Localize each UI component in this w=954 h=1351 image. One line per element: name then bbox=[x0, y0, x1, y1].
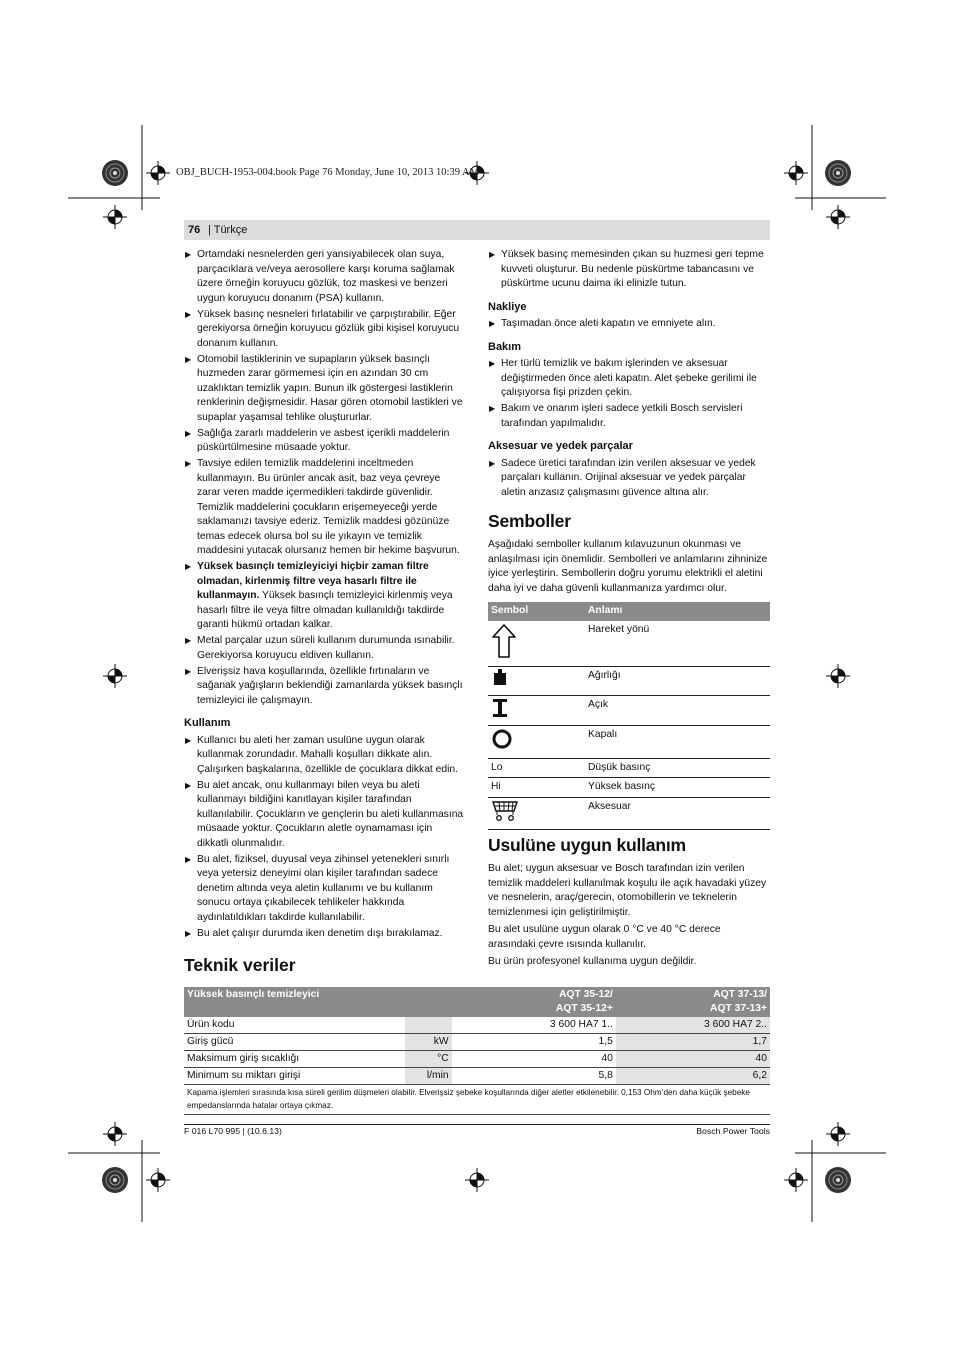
usulune-paragraph: Bu ürün profesyonel kullanıma uygun değildir. bbox=[488, 956, 697, 967]
bullet-item bbox=[184, 665, 466, 709]
bullet-text: Sadece üretici tarafından izin verilen aksesuar ve yedek parçaları kullanın. Orijinal aksesuar ve yedek parçalar aletin arızasız çalışmasını güvence altına alır. bbox=[501, 457, 756, 498]
model1-line1: AQT 35-12/ bbox=[559, 989, 613, 1000]
right-column bbox=[488, 248, 770, 973]
bakim-bullet-list bbox=[488, 357, 770, 431]
tech-header-model1 bbox=[452, 987, 616, 1017]
power-on-icon bbox=[491, 698, 509, 718]
tech-label: Minimum su miktarı girişi bbox=[184, 1068, 405, 1085]
bullet-triangle-icon: ▶ bbox=[185, 854, 192, 864]
tech-unit: °C bbox=[405, 1051, 452, 1068]
symbol-cell bbox=[488, 797, 585, 830]
accessory-cart-icon bbox=[491, 800, 519, 822]
tech-note-row bbox=[184, 1085, 770, 1115]
kullanim-bullet-list bbox=[184, 734, 466, 942]
bullet-triangle-icon: ▶ bbox=[185, 735, 192, 745]
bullet-text: Her türlü temizlik ve bakım işlerinden ve aksesuar değiştirmeden önce aleti kapatın. Alet şebeke gerilimi ile çalışıyorsa fişi prizden çekin. bbox=[501, 358, 757, 398]
tech-value-model2: 1,7 bbox=[616, 1034, 770, 1051]
bullet-text: Bu alet ancak, onu kullanmayı bilen veya bu aleti kullanmayı bildiğini kanıtlayan kişiler tarafından kullanılabilir. Çocukların ve gençlerin bu aleti kullanmasına müsaade yoktur. Çocukların aletle oynamaması için dikkatli olunmalıdır. bbox=[197, 779, 464, 849]
semboller-intro: Aşağıdaki semboller kullanım kılavuzunun okunması ve anlaşılması için önemlidir. Sembolleri ve anlamlarını zihninize iyice yerleştirin. Sembollerin doğru yorumu elektrikli el aletini daha iyi ve daha güvenli kullanmanıza yardımcı olur. bbox=[488, 539, 768, 594]
bullet-text: Metal parçalar uzun süreli kullanım durumunda ısınabilir. Gerekiyorsa koruyucu eldiven kullanın. bbox=[197, 635, 455, 661]
model2-line1: AQT 37-13/ bbox=[713, 989, 767, 1000]
tech-label: Maksimum giriş sıcaklığı bbox=[184, 1051, 405, 1068]
bullet-text: Sağlığa zararlı maddelerin ve asbest içerikli maddelerin püskürtülmesine müsaade yoktur. bbox=[197, 427, 450, 453]
symbol-meaning: Açık bbox=[585, 695, 770, 726]
tech-unit: l/min bbox=[405, 1068, 452, 1085]
print-slug: OBJ_BUCH-1953-004.book Page 76 Monday, June 10, 2013 10:39 AM bbox=[176, 167, 479, 178]
bullet-item bbox=[184, 779, 466, 852]
weight-icon bbox=[491, 669, 509, 687]
bullet-item bbox=[184, 457, 466, 559]
bullet-triangle-icon: ▶ bbox=[489, 359, 496, 368]
footer-doc-code: F 016 L70 995 | (10.6.13) bbox=[184, 1126, 282, 1136]
bullet-item bbox=[184, 308, 466, 352]
nakliye-bullet-list bbox=[488, 317, 770, 332]
bullet-item bbox=[488, 317, 770, 332]
bullet-item bbox=[184, 248, 466, 306]
tech-unit bbox=[405, 1017, 452, 1034]
tech-header-label: Yüksek basınçlı temizleyici bbox=[184, 987, 452, 1017]
bullet-text: Elverişsiz hava koşullarında, özellikle fırtınaların ve sağanak yağışların beklendiği zamanlarda yüksek basınçlı temizleyici ile çalışmayın. bbox=[197, 665, 463, 706]
symbol-cell bbox=[488, 667, 585, 696]
bullet-item bbox=[488, 248, 770, 292]
bullet-triangle-icon: ▶ bbox=[489, 404, 496, 413]
bullet-triangle-icon: ▶ bbox=[185, 309, 192, 319]
symbols-header-symbol: Sembol bbox=[488, 602, 585, 621]
tech-row bbox=[184, 1068, 770, 1085]
tech-value-model1: 5,8 bbox=[452, 1068, 616, 1085]
tech-unit: kW bbox=[405, 1034, 452, 1051]
bakim-heading: Bakım bbox=[488, 340, 522, 353]
bullet-triangle-icon: ▶ bbox=[185, 636, 192, 645]
bullet-triangle-icon: ▶ bbox=[185, 250, 192, 259]
footer-brand: Bosch Power Tools bbox=[696, 1126, 770, 1136]
model2-line2: AQT 37-13+ bbox=[710, 1003, 767, 1014]
symbol-row bbox=[488, 667, 770, 696]
bullet-text: Yüksek basınç memesinden çıkan su huzmesi geri tepme kuvveti oluşturur. Bu nedenle püskürtme tabancasını ve püskürtme ucunu daima iki elinizle tutun. bbox=[501, 249, 764, 289]
bullet-text: Bakım ve onarım işleri sadece yetkili Bosch servisleri tarafından yapılmalıdır. bbox=[501, 403, 743, 429]
bullet-item bbox=[184, 560, 466, 633]
bullet-item bbox=[488, 457, 770, 501]
tech-row bbox=[184, 1034, 770, 1051]
tech-value-model1: 1,5 bbox=[452, 1034, 616, 1051]
symbol-meaning: Hareket yönü bbox=[585, 621, 770, 667]
tech-value-model2: 3 600 HA7 2.. bbox=[616, 1017, 770, 1034]
spray-bullet-list bbox=[488, 248, 770, 292]
symbol-cell bbox=[488, 695, 585, 726]
symbols-table bbox=[488, 602, 770, 830]
symbols-header-meaning: Anlamı bbox=[585, 602, 770, 621]
bullet-text: Yüksek basınç nesneleri fırlatabilir ve çarpıştırabilir. Eğer gerekiyorsa örneğin koruyucu gözlük gibi kişisel koruyucu donanım kullanın. bbox=[197, 308, 460, 349]
kullanim-heading: Kullanım bbox=[184, 717, 231, 729]
model1-line2: AQT 35-12+ bbox=[555, 1003, 613, 1014]
symbol-cell bbox=[488, 621, 585, 667]
bullet-item bbox=[184, 353, 466, 426]
power-off-icon bbox=[491, 728, 513, 750]
tech-label: Giriş gücü bbox=[184, 1034, 405, 1051]
safety-bullet-list bbox=[184, 248, 466, 708]
symbol-row bbox=[488, 778, 770, 798]
bullet-triangle-icon: ▶ bbox=[185, 354, 192, 364]
tech-data-table bbox=[184, 987, 770, 1115]
bullet-item bbox=[184, 634, 466, 663]
language-label: Türkçe bbox=[213, 224, 248, 236]
aksesuar-bullet-list bbox=[488, 457, 770, 501]
bullet-item bbox=[184, 734, 466, 778]
nakliye-heading: Nakliye bbox=[488, 300, 527, 313]
bullet-item bbox=[184, 853, 466, 926]
bullet-triangle-icon: ▶ bbox=[489, 458, 496, 468]
header-language: | Türkçe bbox=[208, 224, 248, 236]
symbol-row bbox=[488, 758, 770, 778]
bullet-text: Kullanıcı bu aleti her zaman usulüne uygun olarak kullanmak zorundadır. Mahalli koşulları dikkate alın. Çalışırken başkalarına, özellikle de çocuklara dikkat edin. bbox=[197, 734, 458, 775]
usulune-paragraph: Bu alet usulüne uygun olarak 0 °C ve 40 °C derece arasındaki çevre ısısında kullanılır. bbox=[488, 924, 721, 950]
bullet-text: Bu alet, fiziksel, duyusal veya zihinsel yetenekleri sınırlı veya yetersiz deneyimi olan kişiler tarafından sadece denetim altında veya aletin kullanımı ve bu kullanım sonucu ortaya çıkabilecek tehlikeler hakkında aydınlatıldıkları takdirde kullanılabilir. bbox=[197, 853, 450, 923]
bullet-triangle-icon: ▶ bbox=[185, 459, 192, 468]
bullet-triangle-icon: ▶ bbox=[185, 780, 192, 790]
bullet-triangle-icon: ▶ bbox=[489, 250, 496, 259]
tech-row bbox=[184, 1017, 770, 1034]
bullet-text: Yüksek basınçlı temizleyici kirlenmiş veya hasarlı filtre ile veya filtre olmadan kullanıldığı takdirde garanti hükmü ortadan kalkar. bbox=[197, 590, 453, 630]
bullet-text: Tavsiye edilen temizlik maddelerini inceltmeden kullanmayın. Bu ürünler ancak asit, baz veya çevreye zarar veren madde içermedikleri takdirde güvenlidir. Temizlik maddelerini çocukların erişemeyeceği yerde saklamanızı tavsiye ederiz. Temizlik maddesi gözünüze temas edecek olursa bol su ile yıkayın ve temizlik maddesini yutacak olursanız hemen bir hekime başvurun. bbox=[197, 458, 460, 556]
aksesuar-heading: Aksesuar ve yedek parçalar bbox=[488, 440, 633, 452]
bullet-text: Ortamdaki nesnelerden geri yansıyabilecek olan suya, parçacıklara ve/veya aerosollere karşı koruma sağlamak üzere örneğin koruyucu gözlük, toz maskesi ve benzeri uygun koruyucu donanım (PSA) kullanın. bbox=[197, 249, 455, 304]
bullet-text: Bu alet çalışır durumda iken denetim dışı bırakılamaz. bbox=[197, 927, 443, 939]
tech-value-model1: 40 bbox=[452, 1051, 616, 1068]
tech-value-model1: 3 600 HA7 1.. bbox=[452, 1017, 616, 1034]
symbol-meaning: Aksesuar bbox=[585, 797, 770, 830]
bullet-item bbox=[184, 927, 466, 942]
bullet-text: Taşımadan önce aleti kapatın ve emniyete alın. bbox=[501, 318, 716, 329]
symbol-row bbox=[488, 726, 770, 759]
bullet-item bbox=[184, 427, 466, 456]
bullet-item bbox=[488, 402, 770, 431]
page-number: 76 bbox=[188, 224, 201, 236]
bullet-triangle-icon: ▶ bbox=[489, 319, 496, 328]
tech-header-model2 bbox=[616, 987, 770, 1017]
left-column bbox=[184, 248, 466, 943]
tech-heading: Teknik veriler bbox=[184, 955, 296, 975]
arrow-up-icon bbox=[491, 623, 517, 659]
symbol-meaning: Ağırlığı bbox=[585, 667, 770, 696]
bullet-triangle-icon: ▶ bbox=[185, 666, 192, 676]
semboller-heading: Semboller bbox=[488, 511, 571, 531]
bullet-triangle-icon: ▶ bbox=[185, 562, 192, 571]
symbol-row bbox=[488, 621, 770, 667]
bullet-text: Otomobil lastiklerinin ve supapların yüksek basınçlı huzmeden zarar görmemesi için en azından 30 cm uzaklıktan temizlik yapın. Bunun ilk göstergesi lastiklerin renklerinin değişmesidir. Hasar gören otomobil lastikleri ve supaplar yaşamsal tehlike oluştururlar. bbox=[197, 353, 463, 423]
symbol-row bbox=[488, 797, 770, 830]
bullet-triangle-icon: ▶ bbox=[185, 428, 192, 438]
tech-value-model2: 6,2 bbox=[616, 1068, 770, 1085]
page-header bbox=[184, 220, 770, 240]
symbol-meaning: Kapalı bbox=[585, 726, 770, 759]
tech-value-model2: 40 bbox=[616, 1051, 770, 1068]
bullet-bold-text: Yüksek basınçlı temizleyiciyi hiçbir zaman filtre olmadan, kirlenmiş filtre veya hasarlı filtre ile kullanmayın. bbox=[197, 561, 429, 601]
symbol-text: Hi bbox=[488, 778, 585, 798]
footer-rule bbox=[184, 1124, 770, 1125]
symbol-meaning: Düşük basınç bbox=[585, 758, 770, 778]
symbol-meaning: Yüksek basınç bbox=[585, 778, 770, 798]
symbol-row bbox=[488, 695, 770, 726]
usulune-paragraph: Bu alet; uygun aksesuar ve Bosch tarafından izin verilen temizlik maddeleri kullanılmak koşulu ile açık havadaki yüzey ve nesnelerin, araç/gerecin, otomobillerin ve teknelerin temizlenmesi için geliştirilmiştir. bbox=[488, 863, 767, 918]
usulune-heading: Usulüne uygun kullanım bbox=[488, 835, 686, 855]
symbol-text: Lo bbox=[488, 758, 585, 778]
bullet-triangle-icon: ▶ bbox=[185, 928, 192, 938]
bullet-item bbox=[488, 357, 770, 401]
symbol-cell bbox=[488, 726, 585, 759]
tech-note: Kapama işlemleri sırasında kısa süreli gerilim düşmeleri olabilir. Elverişsiz şebeke koşullarında diğer aletler etkilenebilir. 0,153 Ohm’den daha küçük şebeke empedanslarında hatalar ortaya çıkmaz. bbox=[184, 1085, 770, 1115]
tech-row bbox=[184, 1051, 770, 1068]
tech-label: Ürün kodu bbox=[184, 1017, 405, 1034]
